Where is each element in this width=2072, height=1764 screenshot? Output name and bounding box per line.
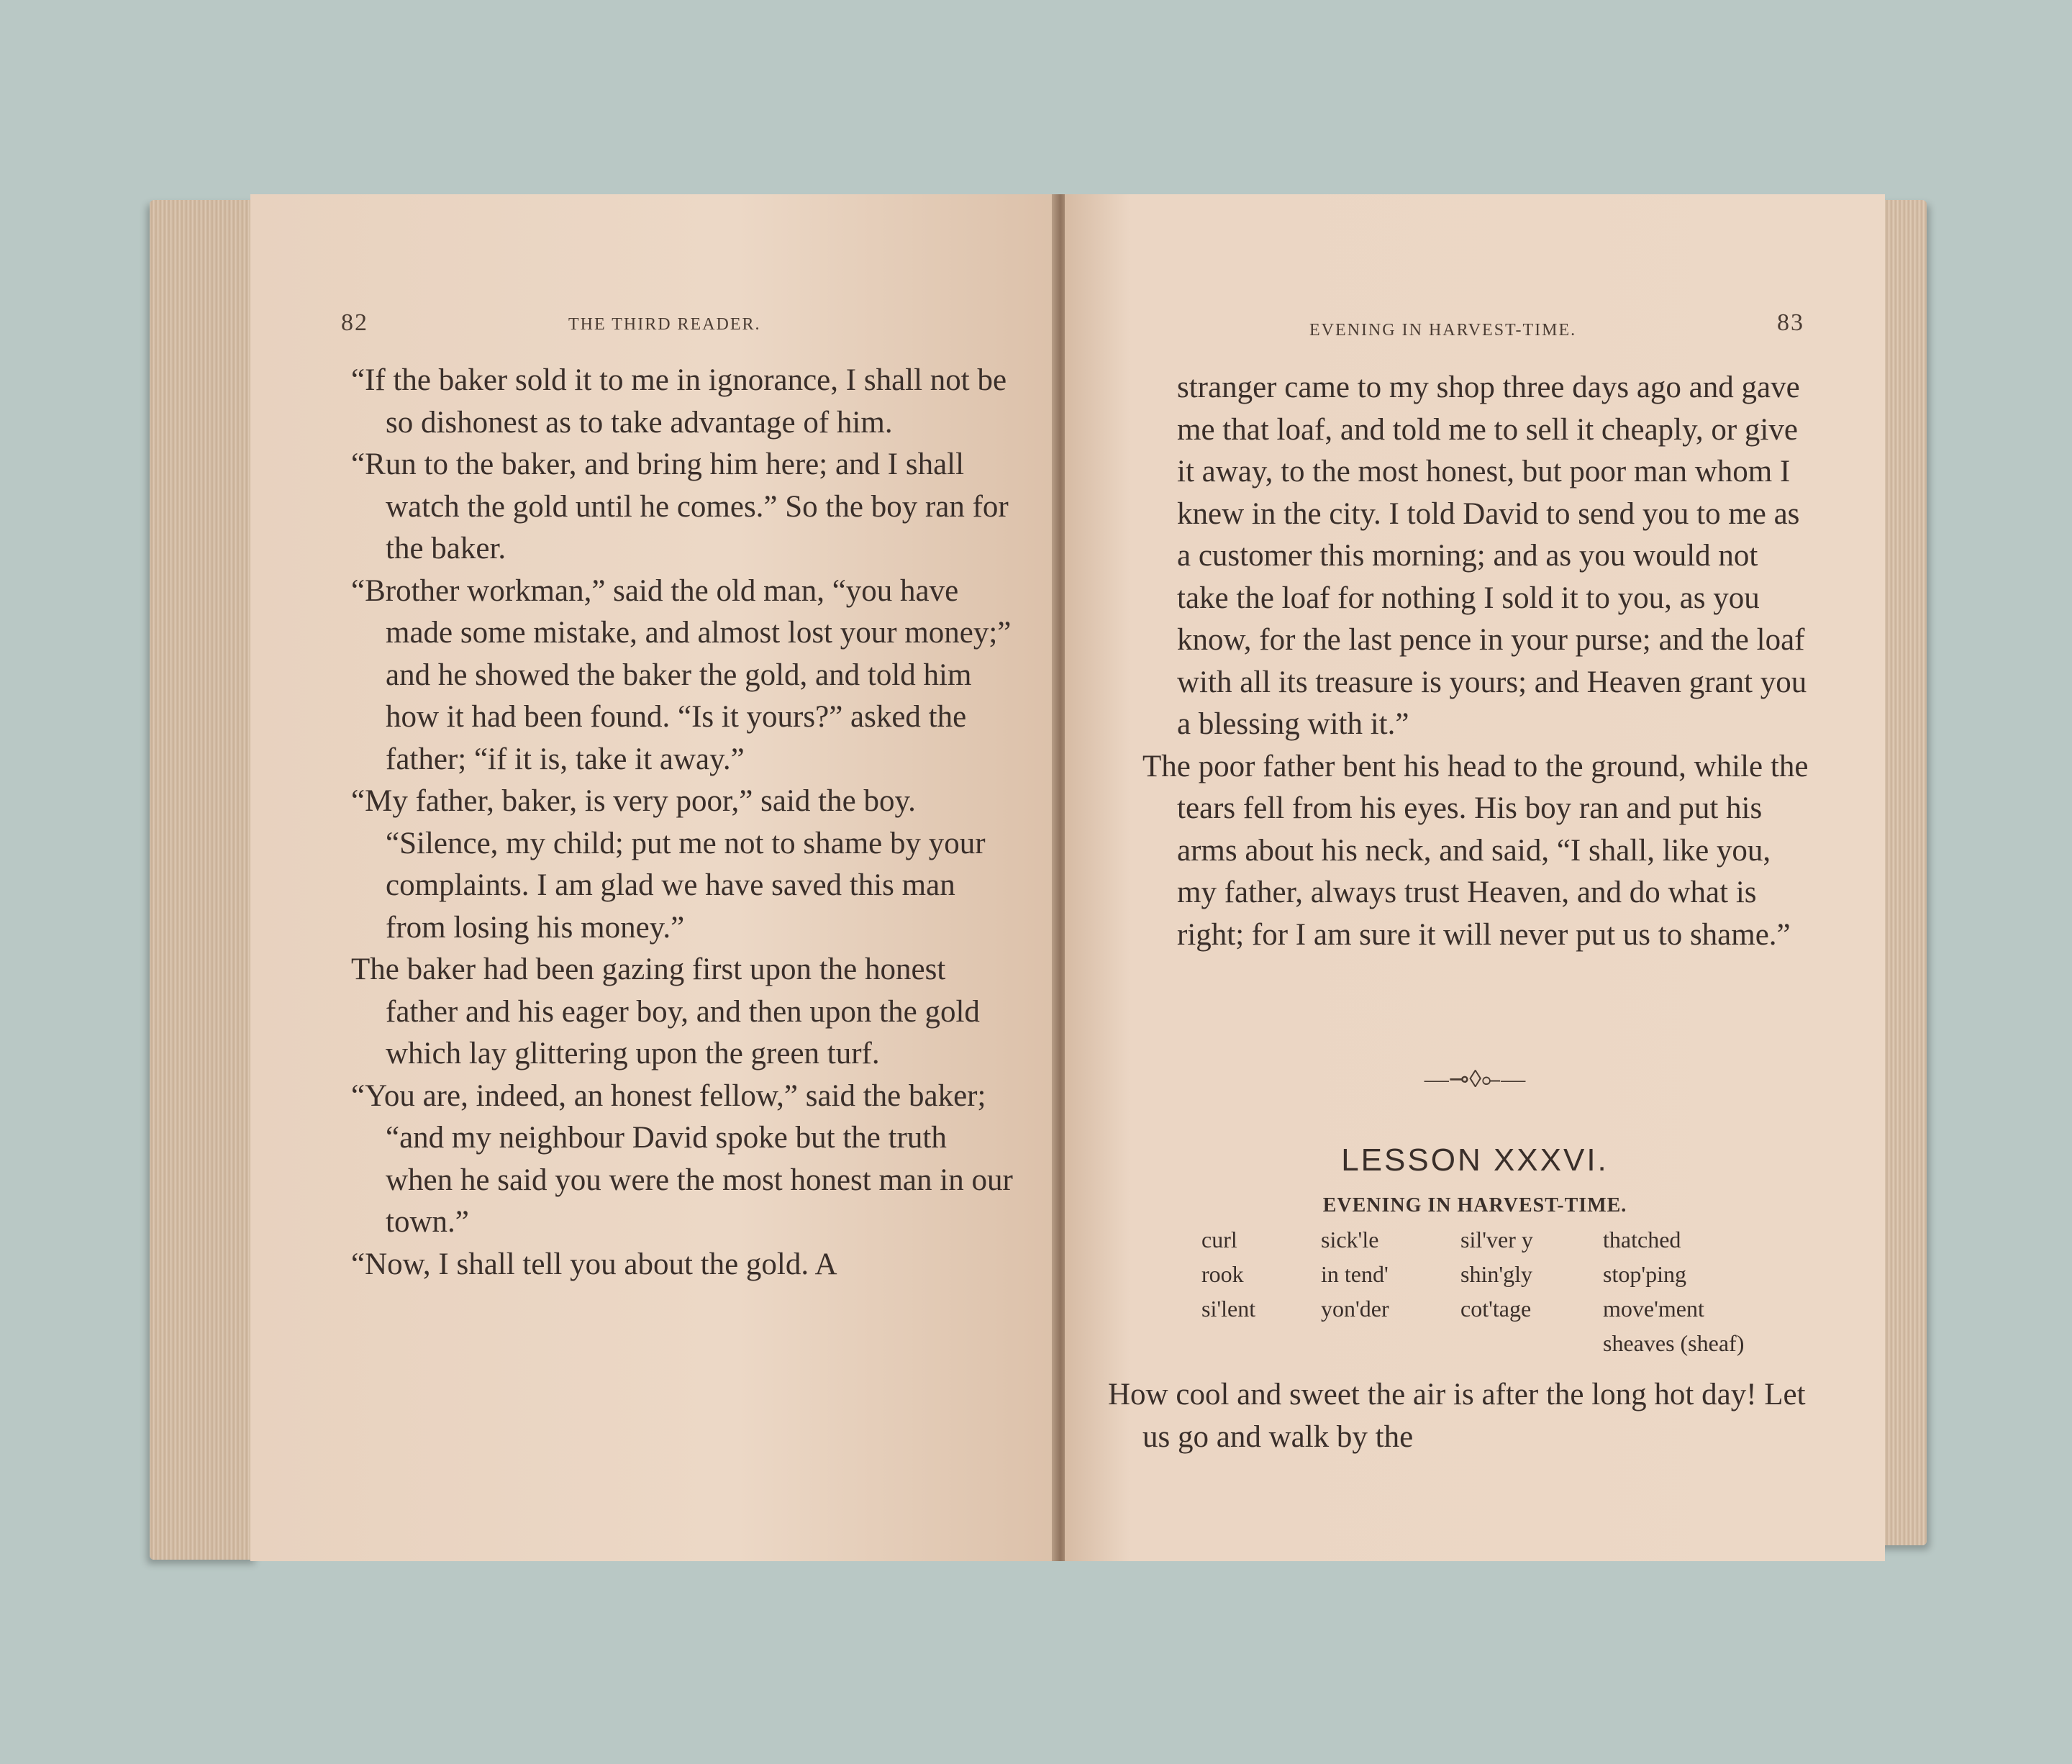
lesson-subtitle: EVENING IN HARVEST-TIME. <box>1322 1194 1627 1217</box>
vocab-word: rook <box>1201 1261 1244 1287</box>
vocab-word: yon'der <box>1321 1296 1389 1322</box>
page-number: 83 <box>1777 309 1804 336</box>
left-page <box>250 194 1058 1561</box>
vocab-word: stop'ping <box>1603 1261 1686 1287</box>
vocab-word <box>1321 1328 1460 1358</box>
vocab-word <box>1460 1328 1603 1358</box>
vocab-word: move'ment <box>1603 1296 1704 1322</box>
left-body-text <box>351 360 1020 1286</box>
vocab-word: in tend' <box>1321 1261 1389 1287</box>
paragraph: stranger came to my shop three days ago and gave me that loaf, and told me to sell it cheaply, or give it away, to the most honest, but poor man whom I knew in the city. I told David to send you to me as a customer this morning; and as you would not take the loaf for nothing I sold it to you, as you know, for the last pence in your purse; and the loaf with all its treasure is yours; and Heaven grant you a blessing with it.” <box>1177 370 1807 741</box>
section-ornament: —⊸◊⟜— <box>1424 1066 1526 1093</box>
paragraph: “You are, indeed, an honest fellow,” said the baker; “and my neighbour David spoke but the truth when he said you were the most honest man in our town.” <box>351 1078 1013 1239</box>
right-running-head <box>1065 309 1885 344</box>
paragraph: “Now, I shall tell you about the gold. A <box>351 1247 837 1281</box>
paragraph: “Brother workman,” said the old man, “you have made some mistake, and almost lost your money;” and he showed the baker the gold, and told him how it had been found. “Is it yours?” asked the father; “if it is, take it away.” <box>351 573 1012 776</box>
vocab-word: thatched <box>1603 1227 1681 1252</box>
vocab-word: curl <box>1201 1227 1237 1252</box>
open-book <box>150 186 1927 1574</box>
left-page-edges <box>150 200 258 1560</box>
vocab-word: shin'gly <box>1460 1261 1532 1287</box>
right-body-text <box>1142 367 1812 956</box>
paragraph: “Run to the baker, and bring him here; and I shall watch the gold until he comes.” So the boy ran for the baker. <box>351 447 1009 565</box>
lesson-title: LESSON XXXVI. <box>1341 1142 1609 1178</box>
vocab-word: sil'ver y <box>1460 1227 1533 1252</box>
lesson-body-text <box>1108 1374 1813 1458</box>
vocabulary-list <box>1201 1224 1790 1358</box>
vocab-word <box>1201 1328 1321 1358</box>
right-page <box>1065 194 1885 1561</box>
vocab-word: si'lent <box>1201 1296 1256 1322</box>
paragraph: The poor father bent his head to the ground, while the tears fell from his eyes. His boy ran and put his arms about his neck, and said, “I shall, like you, my father, always trust Heaven, and do what is right; for I am sure it will never put us to shame.” <box>1142 749 1809 952</box>
vocab-word: cot'tage <box>1460 1296 1532 1322</box>
running-head-title: THE THIRD READER. <box>568 315 761 334</box>
paragraph: “My father, baker, is very poor,” said the boy. “Silence, my child; put me not to shame by your complaints. I am glad we have saved this man from losing his money.” <box>351 784 986 945</box>
paragraph: The baker had been gazing first upon the honest father and his eager boy, and then upon the gold which lay glittering upon the green turf. <box>351 953 980 1070</box>
vocab-word: sheaves (sheaf) <box>1603 1330 1745 1356</box>
page-number: 82 <box>341 309 368 336</box>
left-running-head <box>250 309 1058 344</box>
running-head-title: EVENING IN HARVEST-TIME. <box>1309 321 1577 340</box>
paragraph: “If the baker sold it to me in ignorance, I shall not be so dishonest as to take advantage of him. <box>351 363 1007 440</box>
paragraph: How cool and sweet the air is after the long hot day! Let us go and walk by the <box>1108 1378 1806 1454</box>
vocab-word: sick'le <box>1321 1227 1379 1252</box>
